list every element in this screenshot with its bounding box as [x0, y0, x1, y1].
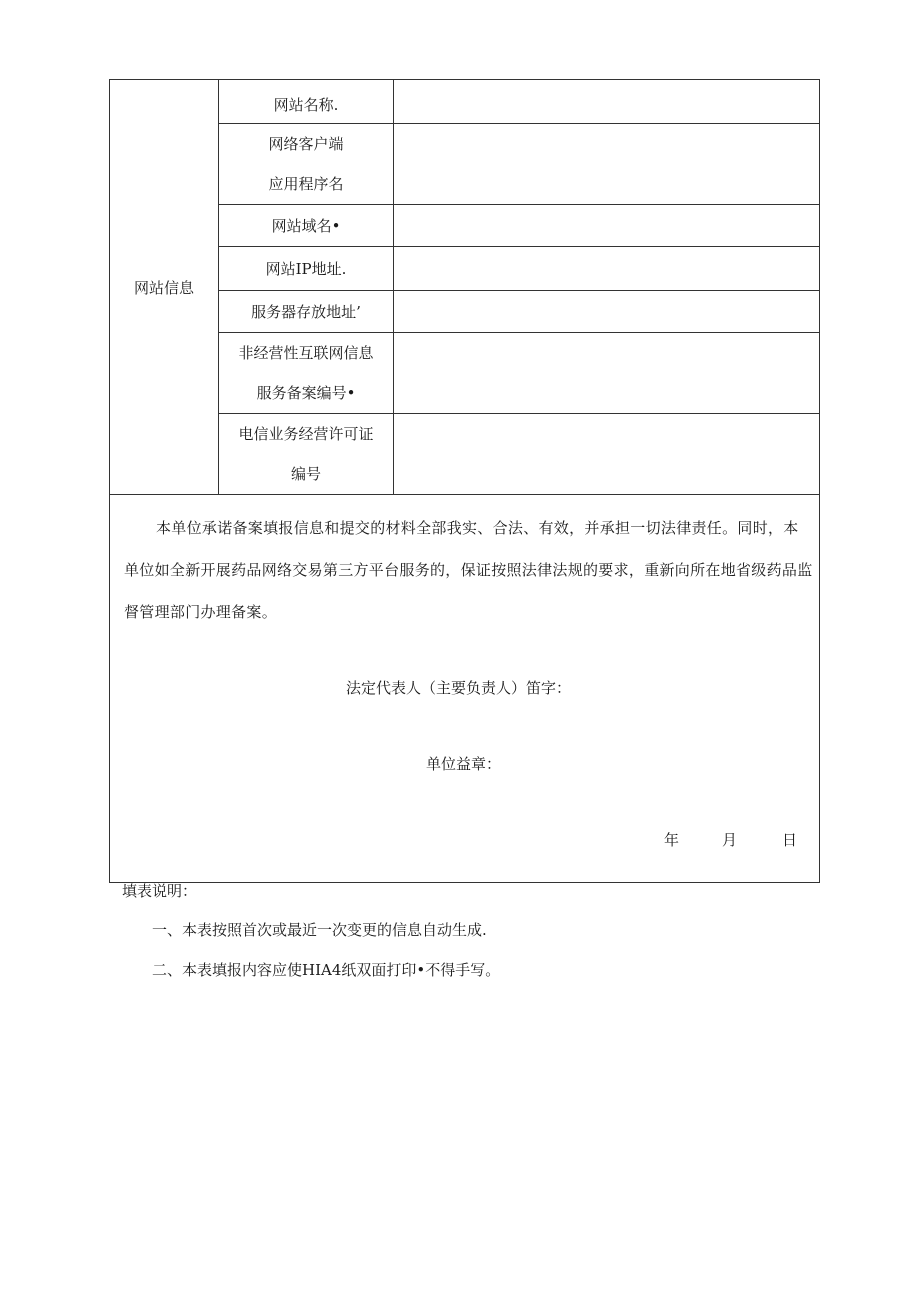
notes-title: 填表说明：	[122, 882, 198, 900]
note-item-1: 一、本表按照首次或最近一次变更的信息自动生成.	[152, 921, 487, 939]
label-server-location: 服务器存放地址’	[219, 291, 394, 333]
label-icp-filing-number: 非经营性互联网信息 服务备案编号•	[219, 333, 394, 414]
label-ip-address: 网站IP地址.	[219, 247, 394, 291]
label-telecom-license-number: 电信业务经营许可证 编号	[219, 414, 394, 495]
note-item-2: 二、本表填报内容应使HIA4纸双面打印•不得手写。	[152, 961, 501, 979]
label-domain: 网站域名•	[219, 205, 394, 247]
value-telecom-license-number[interactable]	[394, 414, 820, 495]
value-website-name[interactable]	[394, 80, 820, 124]
value-client-app-name[interactable]	[394, 124, 820, 205]
label-website-name: 网站名称.	[219, 80, 394, 124]
seal-label: 单位益章：	[426, 755, 502, 773]
section-label-website-info: 网站信息	[110, 80, 219, 495]
value-domain[interactable]	[394, 205, 820, 247]
value-ip-address[interactable]	[394, 247, 820, 291]
row-website-name	[110, 80, 820, 124]
filing-form-table	[109, 79, 820, 883]
label-client-app-name: 网络客户端 应用程序名	[219, 124, 394, 205]
value-server-location[interactable]	[394, 291, 820, 333]
signature-label: 法定代表人（主要负责人）笛字：	[346, 679, 572, 697]
commitment-text: 本单位承诺备案填报信息和提交的材料全部我实、合法、有效，并承担一切法律责任。同时，本单位如全新开展药品网络交易第三方平台服务的，保证按照法律法规的要求，重新向所在地省级药品监督管理部门办理备案。	[124, 519, 813, 621]
date-month-label: 月	[722, 831, 738, 849]
commitment-cell	[110, 495, 820, 883]
value-icp-filing-number[interactable]	[394, 333, 820, 414]
date-day-label: 日	[782, 831, 798, 849]
row-commitment	[110, 495, 820, 883]
date-year-label: 年	[664, 831, 680, 849]
